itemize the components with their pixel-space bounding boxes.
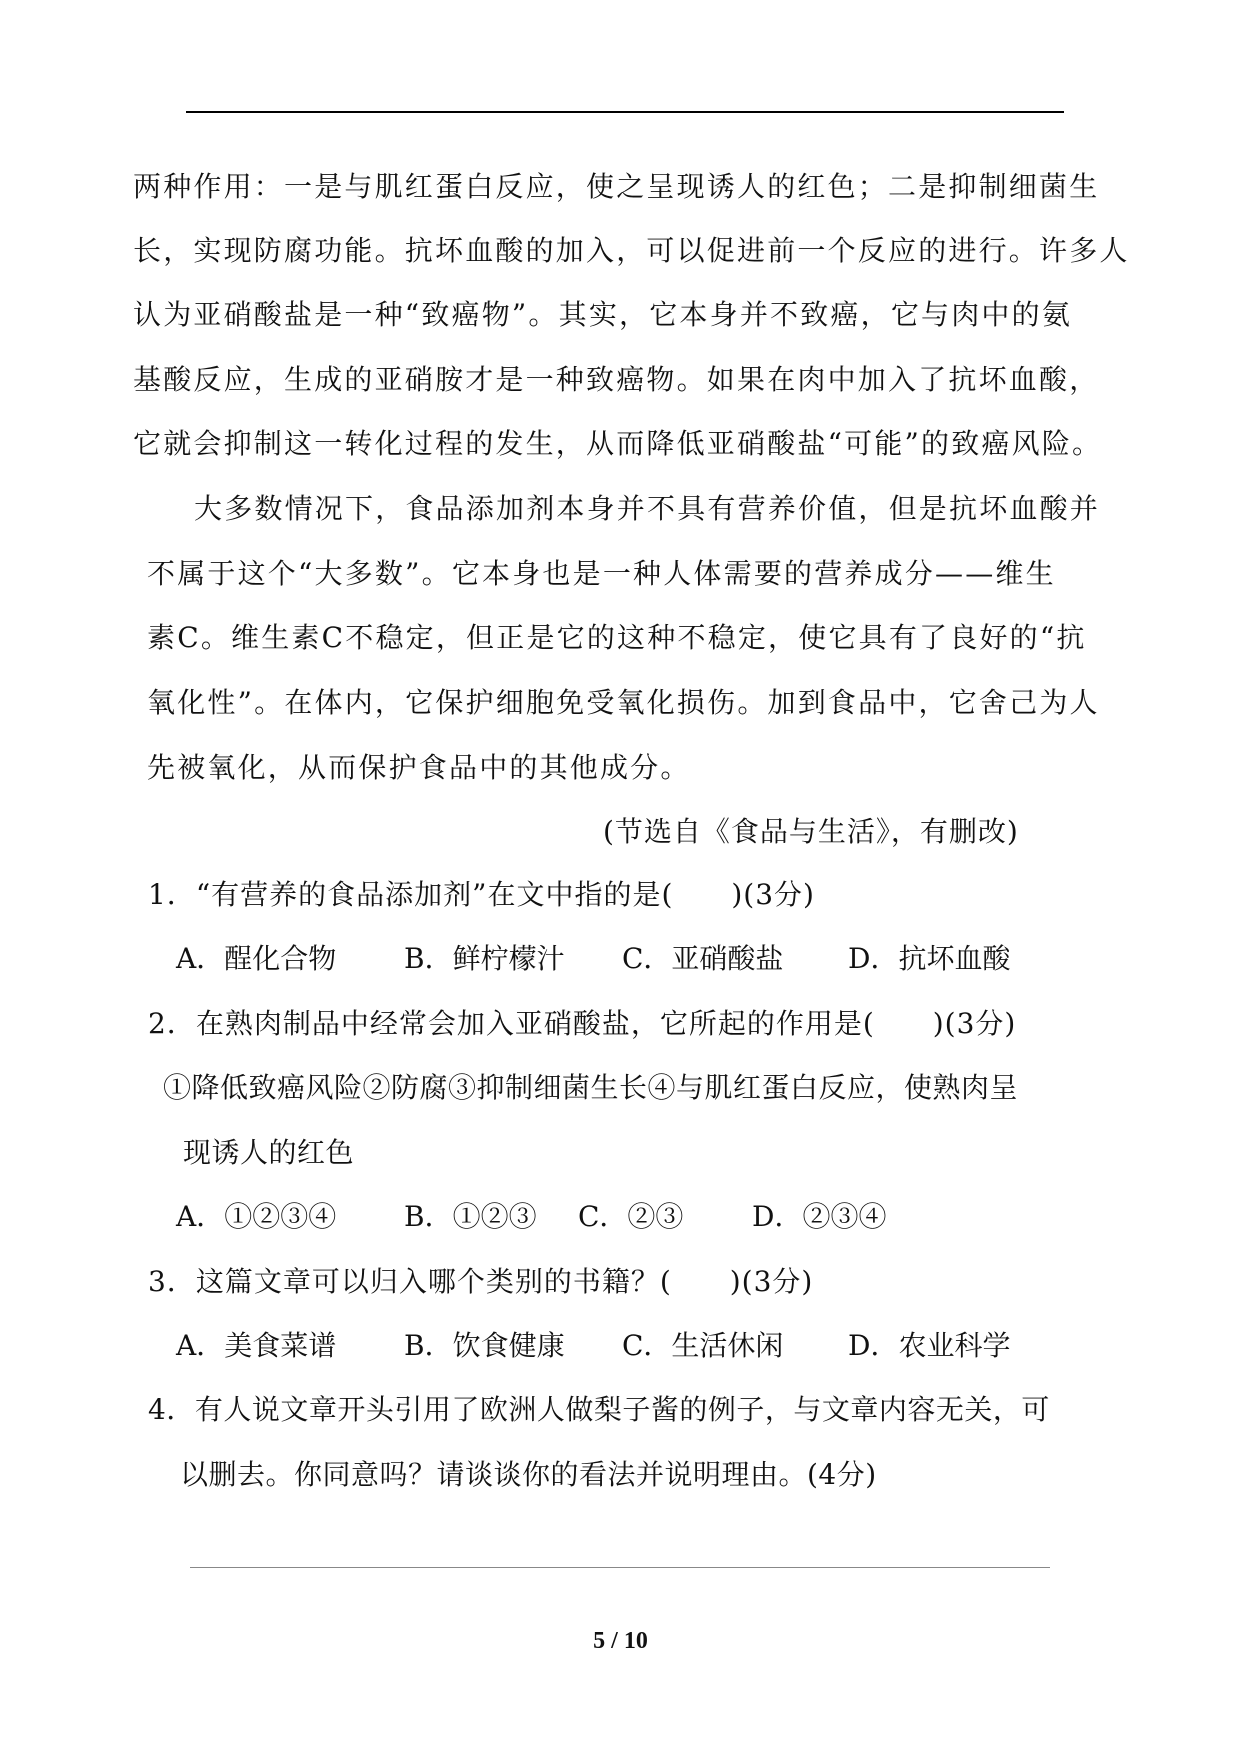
article-line: 认为亚硝酸盐是一种“致癌物”。其实，它本身并不致癌，它与肉中的氨	[133, 298, 1073, 331]
answer-line	[190, 1567, 1050, 1568]
choice-d: D．农业科学	[848, 1329, 1011, 1362]
question-stem: 2．在熟肉制品中经常会加入亚硝酸盐，它所起的作用是( )(3分)	[148, 1007, 1017, 1040]
choice-a: A．酲化合物	[176, 942, 337, 975]
choice-b: B．饮食健康	[404, 1329, 565, 1362]
article-line: 它就会抑制这一转化过程的发生，从而降低亚硝酸盐“可能”的致癌风险。	[133, 427, 1103, 460]
article-line: 不属于这个“大多数”。它本身也是一种人体需要的营养成分——维生	[147, 557, 1056, 590]
article-line: 大多数情况下，食品添加剂本身并不具有营养价值，但是抗坏血酸并	[194, 492, 1101, 525]
choice-d: D．②③④	[752, 1200, 887, 1233]
question-stem: 1．“有营养的食品添加剂”在文中指的是( )(3分)	[148, 878, 815, 911]
article-line: 氧化性”。在体内，它保护细胞免受氧化损伤。加到食品中，它舍己为人	[147, 686, 1100, 719]
choice-b: B．①②③	[404, 1200, 537, 1233]
article-line: 长，实现防腐功能。抗坏血酸的加入，可以促进前一个反应的进行。许多人	[133, 234, 1130, 267]
question-statements: 现诱人的红色	[183, 1136, 355, 1169]
page-number: 5 / 10	[593, 1628, 648, 1654]
question-stem: 3．这篇文章可以归入哪个类别的书籍？( )(3分)	[148, 1265, 814, 1298]
article-line: 素C。维生素C不稳定，但正是它的这种不稳定，使它具有了良好的“抗	[147, 621, 1087, 654]
choice-c: C．亚硝酸盐	[622, 942, 784, 975]
choice-a: A．美食菜谱	[176, 1329, 337, 1362]
article-line: 基酸反应，生成的亚硝胺才是一种致癌物。如果在肉中加入了抗坏血酸，	[133, 363, 1100, 396]
question-stem: 以删去。你同意吗？请谈谈你的看法并说明理由。(4分)	[180, 1458, 877, 1491]
choice-a: A．①②③④	[176, 1200, 337, 1233]
article-source: (节选自《食品与生活》，有删改)	[603, 815, 1019, 848]
choice-b: B．鲜柠檬汁	[404, 942, 565, 975]
question-stem: 4．有人说文章开头引用了欧洲人做梨子酱的例子，与文章内容无关，可	[148, 1393, 1050, 1426]
choice-c: C．生活休闲	[622, 1329, 784, 1362]
choice-c: C．②③	[578, 1200, 684, 1233]
article-line: 两种作用：一是与肌红蛋白反应，使之呈现诱人的红色；二是抑制细菌生	[133, 170, 1100, 203]
choice-d: D．抗坏血酸	[848, 942, 1011, 975]
header-rule	[186, 111, 1064, 113]
question-statements: ①降低致癌风险②防腐③抑制细菌生长④与肌红蛋白反应，使熟肉呈	[163, 1071, 1019, 1104]
article-line: 先被氧化，从而保护食品中的其他成分。	[147, 751, 691, 784]
